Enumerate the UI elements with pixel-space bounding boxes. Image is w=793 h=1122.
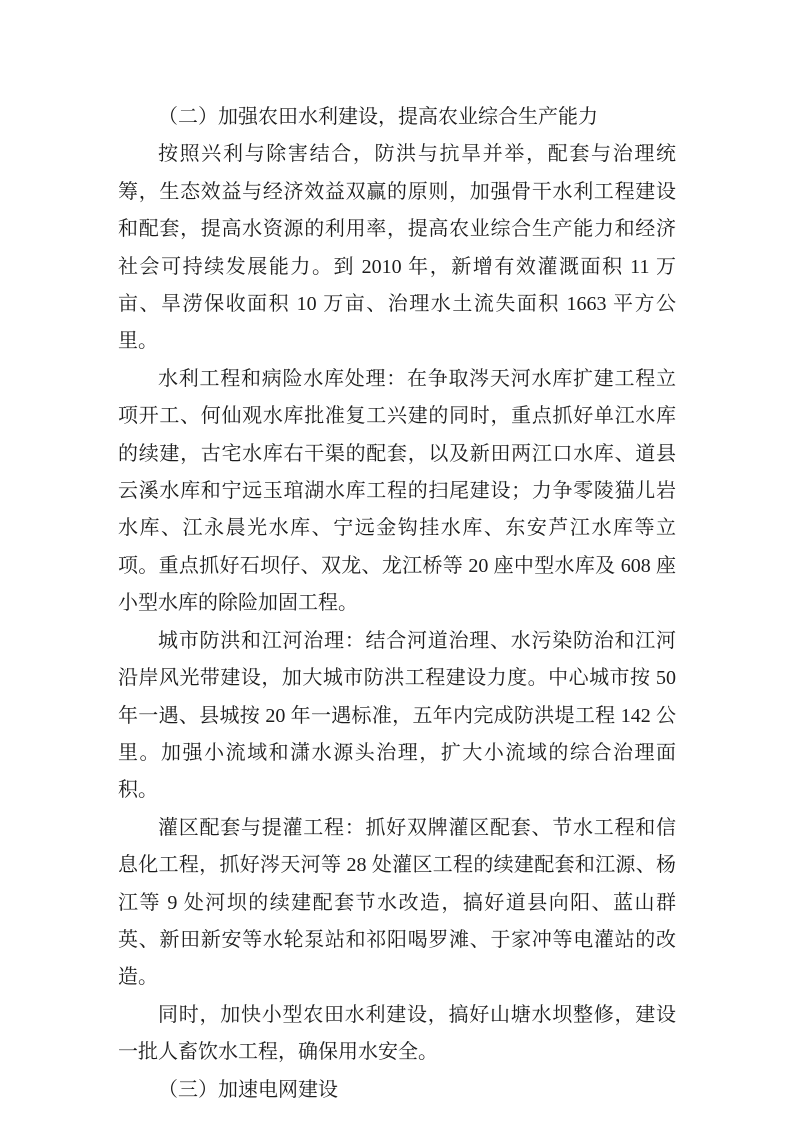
paragraph-reservoir-projects: 水利工程和病险水库处理：在争取涔天河水库扩建工程立项开工、何仙观水库批准复工兴建的同时，重点抓好单江水库的续建，古宅水库右干渠的配套，以及新田两江口水库、道县云溪水库和宁远玉琯湖水库工程的扫尾建设；力争零陵猫儿岩水库、江永晨光水库、宁远金钩挂水库、东安芦江水库等立项。重点抓好石坝仔、双龙、龙江桥等 20 座中型水库及 608 座小型水库的除险加固工程。: [118, 367, 676, 615]
paragraph-urban-flood-control: 城市防洪和江河治理：结合河道治理、水污染防治和江河沿岸风光带建设，加大城市防洪工程建设力度。中心城市按 50 年一遇、县城按 20 年一遇标准，五年内完成防洪堤工程 142 公里。加强小流域和潇水源头治理，扩大小流域的综合治理面积。: [118, 629, 676, 802]
section-heading-farmland-water: （二）加强农田水利建设，提高农业综合生产能力: [158, 106, 598, 128]
section-heading-power-grid: （三）加速电网建设: [158, 1078, 338, 1101]
document-content: [118, 99, 676, 1109]
paragraph-irrigation-district: 灌区配套与提灌工程：抓好双牌灌区配套、节水工程和信息化工程，抓好涔天河等 28 处灌区工程的续建配套和江源、杨江等 9 处河坝的续建配套节水改造，搞好道县向阳、蓝山群英、新田新安等水轮泵站和祁阳喝罗滩、于家冲等电灌站的改造。: [118, 816, 676, 989]
paragraph-principles-targets: 按照兴利与除害结合，防洪与抗旱并举，配套与治理统筹，生态效益与经济效益双赢的原则，加强骨干水利工程建设和配套，提高水资源的利用率，提高农业综合生产能力和经济社会可持续发展能力。到 2010 年，新增有效灌溉面积 11 万亩、旱涝保收面积 10 万亩、治理水土流失面积 1663 平方公里。: [118, 143, 676, 353]
paragraph-small-scale-water: 同时，加快小型农田水利建设，搞好山塘水坝整修，建设一批人畜饮水工程，确保用水安全。: [118, 1003, 676, 1064]
